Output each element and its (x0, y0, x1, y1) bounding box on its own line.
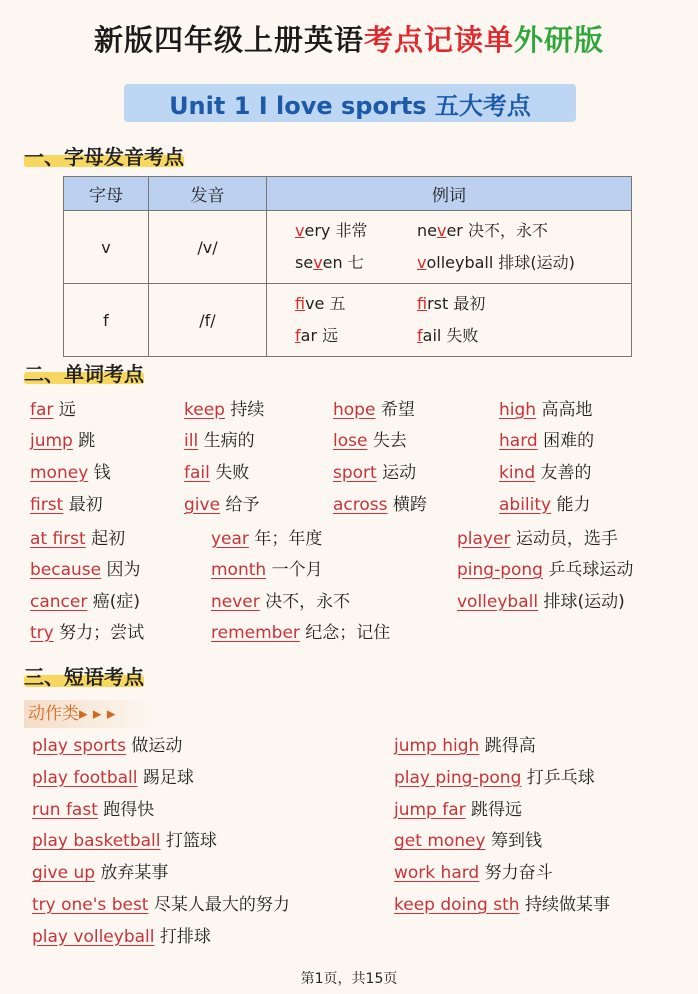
word-item: jump 跳 (30, 431, 96, 451)
word-item: high 高高地 (499, 400, 593, 420)
word-item: give 给予 (184, 495, 260, 515)
word-item: never 决不，永不 (211, 592, 351, 612)
phrase-item: jump far 跳得远 (394, 799, 523, 820)
phonics-row (64, 284, 632, 357)
section-heading-phrases: 三、短语考点 (24, 665, 144, 689)
word-item: year 年；年度 (211, 529, 323, 549)
word-item: try 努力；尝试 (30, 623, 145, 643)
phonics-sound: /v/ (149, 211, 267, 284)
phrase-item: run fast 跑得快 (32, 799, 155, 820)
phrase-item: keep doing sth 持续做某事 (394, 895, 610, 915)
word-item: money 钱 (30, 463, 111, 483)
table-header-sound: 发音 (149, 177, 267, 211)
phrase-item: play volleyball 打排球 (32, 926, 211, 947)
page-title (0, 18, 698, 59)
word-item: remember 纪念；记住 (211, 623, 391, 643)
title-part-2: 考点记读单 (363, 23, 514, 57)
word-item: player 运动员，选手 (457, 529, 618, 549)
phonics-letter: v (64, 211, 149, 284)
example-word: never 决不，永不 (417, 221, 548, 240)
table-header-examples: 例词 (267, 177, 632, 211)
example-word: five 五 (295, 294, 346, 313)
unit-banner (124, 84, 576, 122)
word-item: keep 持续 (184, 400, 265, 420)
phrase-item: get money 筹到钱 (394, 831, 542, 852)
table-header-letter: 字母 (64, 177, 149, 211)
title-part-1: 新版四年级上册英语 (93, 23, 364, 57)
word-item: volleyball 排球(运动) (457, 592, 625, 612)
section-heading-phonics: 一、字母发音考点 (24, 145, 184, 169)
word-item: hard 困难的 (499, 431, 595, 451)
example-word: fail 失败 (417, 326, 479, 345)
phonics-examples (267, 211, 632, 284)
word-item: first 最初 (30, 495, 103, 515)
word-item: far 远 (30, 400, 76, 420)
word-item: sport 运动 (333, 463, 417, 483)
phrase-item: try one's best 尽某人最大的努力 (32, 895, 290, 915)
phrase-item: play basketball 打篮球 (32, 831, 217, 852)
phrase-item: jump high 跳得高 (394, 736, 536, 756)
phonics-letter: f (64, 284, 149, 357)
word-item: at first 起初 (30, 529, 126, 549)
phrase-item: play ping-pong 打乒乓球 (394, 767, 595, 788)
phrase-item: work hard 努力奋斗 (394, 863, 553, 884)
word-item: across 横跨 (333, 495, 427, 515)
phonics-examples (267, 284, 632, 357)
example-word: volleyball 排球(运动) (417, 253, 575, 272)
word-item: ill 生病的 (184, 431, 255, 451)
section-heading-words: 二、单词考点 (24, 362, 144, 386)
word-item: because 因为 (30, 560, 141, 580)
phrase-category-label: 动作类▸ ▸ ▸ (24, 700, 156, 728)
word-item: lose 失去 (333, 431, 407, 451)
word-item: fail 失败 (184, 463, 250, 483)
word-item: ping-pong 乒乓球运动 (457, 560, 634, 580)
phrase-item: give up 放弃某事 (32, 863, 169, 884)
word-item: hope 希望 (333, 400, 415, 420)
phrase-item: play football 踢足球 (32, 767, 194, 788)
example-word: first 最初 (417, 294, 486, 313)
example-word: seven 七 (295, 253, 364, 272)
phonics-sound: /f/ (149, 284, 267, 357)
word-item: month 一个月 (211, 560, 323, 580)
title-part-3: 外研版 (514, 23, 605, 57)
phrase-item: play sports 做运动 (32, 736, 183, 756)
word-item: cancer 癌(症) (30, 592, 141, 612)
word-item: kind 友善的 (499, 463, 592, 483)
phonics-row (64, 211, 632, 284)
unit-banner-text: Unit 1 I love sports 五大考点 (169, 91, 531, 120)
word-item: ability 能力 (499, 495, 591, 515)
phonics-table (63, 176, 632, 357)
page-footer: 第1页，共15页 (300, 971, 398, 987)
example-word: far 远 (295, 326, 339, 345)
example-word: very 非常 (295, 221, 368, 240)
